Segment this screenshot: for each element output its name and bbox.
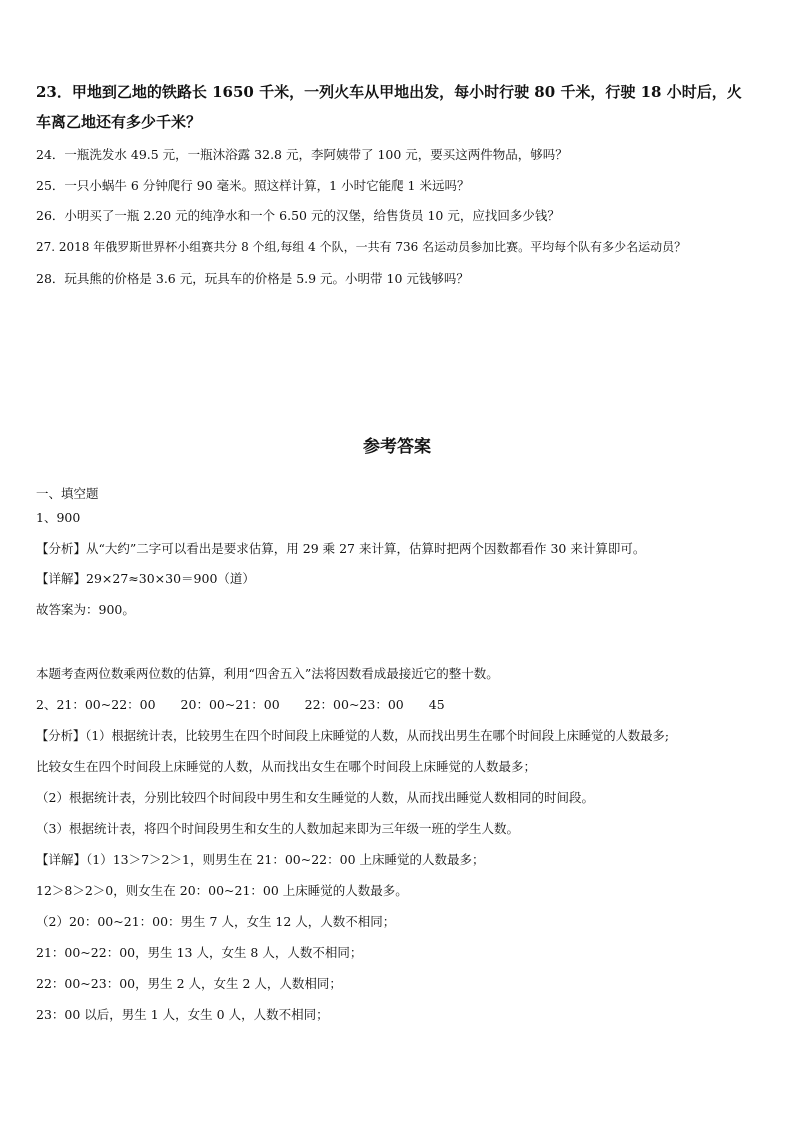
answer-key-title: 参考答案 bbox=[363, 437, 431, 457]
answer-1-note: 本题考查两位数乘两位数的估算，利用“四舍五入”法将因数看成最接近它的整十数。 bbox=[36, 666, 499, 681]
question-28: 28．玩具熊的价格是 3.6 元，玩具车的价格是 5.9 元。小明带 10 元钱够吗？ bbox=[36, 271, 469, 286]
answer-2-detail-6: 23：00 以后，男生 1 人，女生 0 人，人数不相同； bbox=[36, 1007, 329, 1022]
question-27: 27. 2018 年俄罗斯世界杯小组赛共分 8 个组,每组 4 个队，一共有 736 名运动员参加比赛。平均每个队有多少名运动员？ bbox=[36, 240, 687, 254]
question-23-line-2: 车离乙地还有多少千米？ bbox=[36, 113, 202, 131]
answer-2-detail-3: （2）20：00~21：00：男生 7 人，女生 12 人，人数不相同； bbox=[36, 914, 396, 929]
section-heading: 一、填空题 bbox=[36, 486, 99, 501]
answer-2-result: 2、21：00~22：00 20：00~21：00 22：00~23：00 45 bbox=[36, 697, 445, 712]
answer-2-analysis-2: 比较女生在四个时间段上床睡觉的人数，从而找出女生在哪个时间段上床睡觉的人数最多； bbox=[36, 759, 537, 774]
answer-1-detail: 【详解】29×27≈30×30＝900（道） bbox=[36, 571, 255, 586]
answer-2-analysis-1: 【分析】（1）根据统计表，比较男生在四个时间段上床睡觉的人数，从而找出男生在哪个时间段上床睡觉的人数最多; bbox=[36, 729, 669, 743]
answer-1-conclusion: 故答案为：900。 bbox=[36, 602, 135, 617]
answer-1-result: 1、900 bbox=[36, 510, 81, 525]
question-24: 24．一瓶洗发水 49.5 元，一瓶沐浴露 32.8 元，李阿姨带了 100 元，要买这两件物品，够吗？ bbox=[36, 147, 568, 162]
answer-2-detail-5: 22：00~23：00，男生 2 人，女生 2 人，人数相同； bbox=[36, 976, 342, 991]
answer-2-detail-2: 12＞8＞2＞0，则女生在 20：00~21：00 上床睡觉的人数最多。 bbox=[36, 883, 408, 898]
answer-2-detail-4: 21：00~22：00，男生 13 人，女生 8 人，人数不相同； bbox=[36, 945, 363, 960]
question-23-line-1: 23．甲地到乙地的铁路长 1650 千米，一列火车从甲地出发，每小时行驶 80 千米，行驶 18 小时后，火 bbox=[36, 83, 742, 101]
answer-2-analysis-4: （3）根据统计表，将四个时间段男生和女生的人数加起来即为三年级一班的学生人数。 bbox=[36, 821, 519, 836]
answer-1-analysis: 【分析】从“大约”二字可以看出是要求估算，用 29 乘 27 来计算，估算时把两个因数都看作 30 来计算即可。 bbox=[36, 541, 646, 556]
answer-2-analysis-3: （2）根据统计表，分别比较四个时间段中男生和女生睡觉的人数，从而找出睡觉人数相同的时间段。 bbox=[36, 790, 594, 805]
answer-2-detail-1: 【详解】（1）13＞7＞2＞1，则男生在 21：00~22：00 上床睡觉的人数最多； bbox=[36, 852, 485, 867]
question-26: 26．小明买了一瓶 2.20 元的纯净水和一个 6.50 元的汉堡，给售货员 10 元，应找回多少钱？ bbox=[36, 208, 560, 223]
question-25: 25．一只小蜗牛 6 分钟爬行 90 毫米。照这样计算，1 小时它能爬 1 米远吗？ bbox=[36, 178, 470, 193]
